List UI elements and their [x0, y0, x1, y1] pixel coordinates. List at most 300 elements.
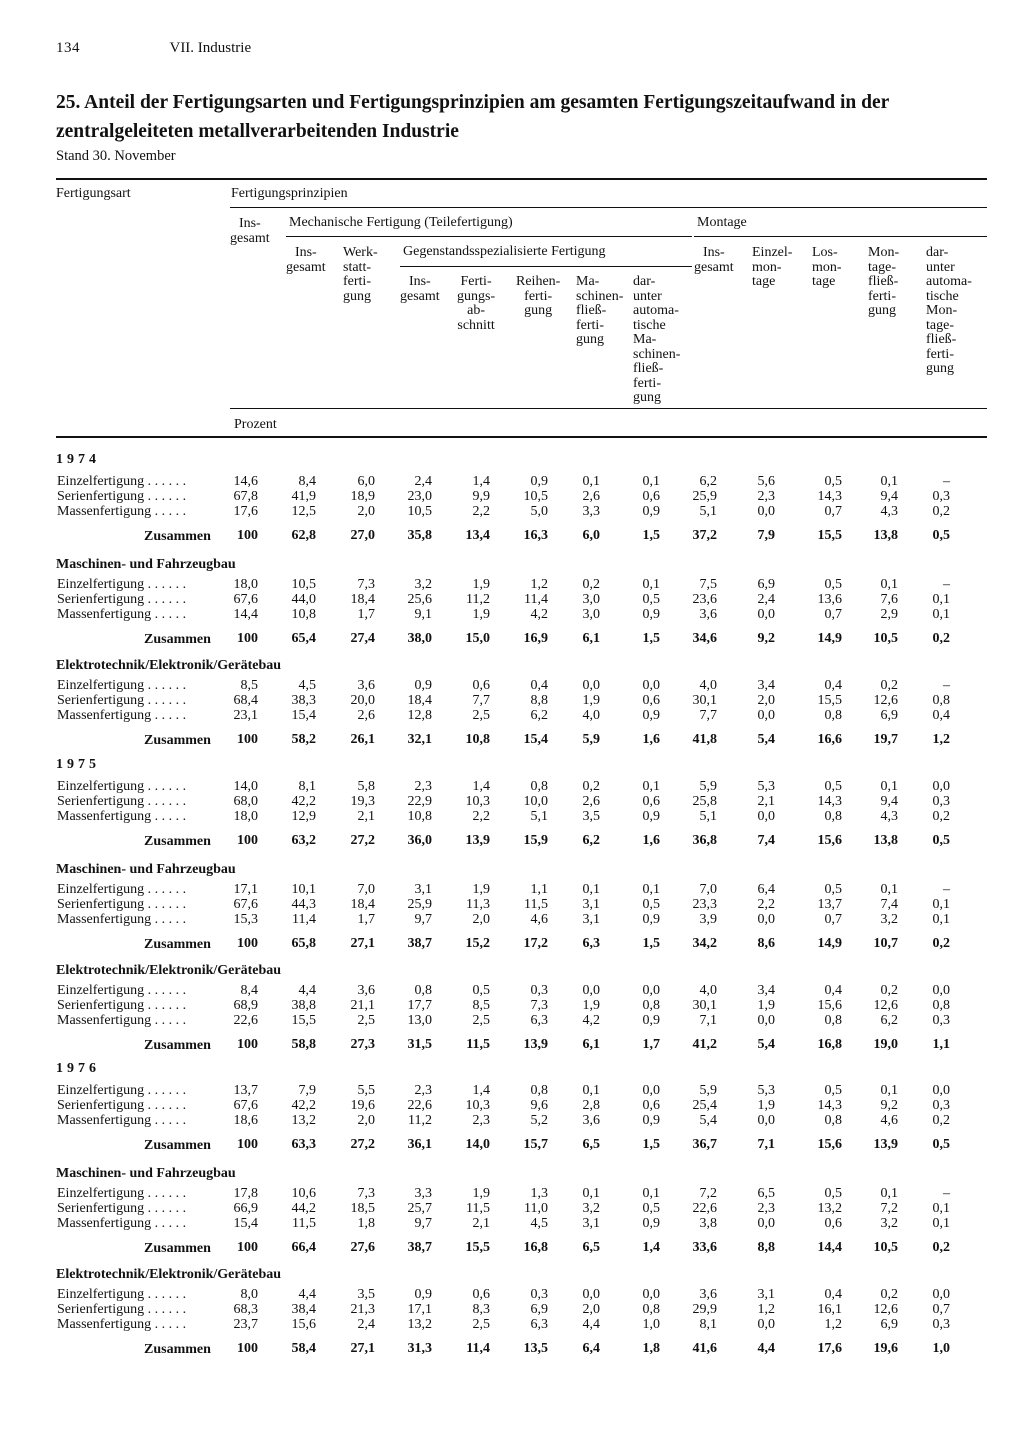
- cell-insgesamt: 68,0: [233, 794, 258, 809]
- cell-reihen: 6,2: [530, 708, 548, 723]
- cell-insgesamt: 67,6: [233, 897, 258, 912]
- cell-darunter-montage: 0,1: [932, 592, 950, 607]
- total-abschnitt: 10,8: [465, 732, 490, 747]
- total-montagefliess: 10,5: [873, 631, 898, 646]
- cell-reihen: 0,9: [530, 474, 548, 489]
- cell-einzelmontage: 0,0: [757, 912, 775, 927]
- header-darunter-montage: dar- unter automa- tische Mon- tage- fließ- ferti- gung: [926, 245, 972, 376]
- total-maschinen: 6,0: [582, 528, 600, 543]
- cell-losmontage: 14,3: [817, 794, 842, 809]
- total-reihen: 16,8: [523, 1240, 548, 1255]
- total-insgesamt: 100: [237, 631, 258, 646]
- cell-insgesamt: 68,3: [233, 1302, 258, 1317]
- cell-darunter-auto: 0,0: [642, 1083, 660, 1098]
- cell-einzelmontage: 6,4: [757, 882, 775, 897]
- cell-abschnitt: 11,3: [466, 897, 490, 912]
- top-rule: [56, 178, 987, 180]
- year-heading: 1975: [56, 757, 100, 772]
- cell-losmontage: 0,5: [824, 1186, 842, 1201]
- rule-montage: [694, 236, 987, 237]
- cell-darunter-auto: 0,1: [642, 779, 660, 794]
- cell-darunter-auto: 0,0: [642, 983, 660, 998]
- cell-einzelmontage: 0,0: [757, 1013, 775, 1028]
- header-geg-insgesamt: Ins- gesamt: [400, 274, 440, 304]
- total-darunter-montage: 0,2: [932, 1240, 950, 1255]
- total-mont-insgesamt: 34,2: [692, 936, 717, 951]
- total-losmontage: 15,5: [817, 528, 842, 543]
- total-abschnitt: 13,4: [465, 528, 490, 543]
- cell-mech-insgesamt: 15,6: [291, 1317, 316, 1332]
- total-insgesamt: 100: [237, 1137, 258, 1152]
- cell-insgesamt: 14,6: [233, 474, 258, 489]
- total-montagefliess: 10,7: [873, 936, 898, 951]
- cell-maschinen: 3,1: [582, 912, 600, 927]
- cell-mech-insgesamt: 7,9: [298, 1083, 316, 1098]
- cell-losmontage: 0,8: [824, 708, 842, 723]
- total-darunter-auto: 1,6: [642, 732, 660, 747]
- row-label: Massenfertigung . . . . .: [57, 504, 187, 519]
- total-maschinen: 6,1: [582, 1037, 600, 1052]
- total-darunter-montage: 1,1: [932, 1037, 950, 1052]
- total-losmontage: 16,6: [817, 732, 842, 747]
- cell-darunter-montage: 0,0: [932, 1083, 950, 1098]
- total-darunter-montage: 0,5: [932, 528, 950, 543]
- cell-maschinen: 3,2: [582, 1201, 600, 1216]
- cell-mont-insgesamt: 29,9: [692, 1302, 717, 1317]
- rule-gegenstand: [400, 266, 692, 267]
- total-einzelmontage: 7,9: [757, 528, 775, 543]
- group-heading: Elektrotechnik/Elektronik/Gerätebau: [56, 658, 282, 673]
- cell-einzelmontage: 5,3: [757, 1083, 775, 1098]
- cell-geg-insgesamt: 10,8: [407, 809, 432, 824]
- cell-losmontage: 15,5: [817, 693, 842, 708]
- cell-werkstatt: 2,0: [357, 504, 375, 519]
- total-einzelmontage: 5,4: [757, 732, 775, 747]
- cell-maschinen: 0,0: [582, 678, 600, 693]
- cell-reihen: 5,1: [530, 809, 548, 824]
- cell-montagefliess: 0,1: [880, 1186, 898, 1201]
- running-head: [56, 40, 251, 57]
- total-mech-insgesamt: 65,4: [291, 631, 316, 646]
- cell-losmontage: 0,8: [824, 1113, 842, 1128]
- cell-darunter-montage: –: [943, 678, 950, 693]
- cell-darunter-montage: 0,7: [932, 1302, 950, 1317]
- cell-maschinen: 1,9: [582, 998, 600, 1013]
- cell-montagefliess: 4,3: [880, 504, 898, 519]
- cell-losmontage: 13,7: [817, 897, 842, 912]
- cell-mont-insgesamt: 4,0: [699, 678, 717, 693]
- cell-losmontage: 14,3: [817, 489, 842, 504]
- total-geg-insgesamt: 38,0: [407, 631, 432, 646]
- total-einzelmontage: 7,4: [757, 833, 775, 848]
- cell-abschnitt: 1,9: [472, 882, 490, 897]
- total-montagefliess: 13,8: [873, 833, 898, 848]
- cell-darunter-auto: 0,9: [642, 1216, 660, 1231]
- cell-geg-insgesamt: 25,6: [407, 592, 432, 607]
- cell-darunter-auto: 0,9: [642, 504, 660, 519]
- total-label: Zusammen: [144, 1138, 211, 1153]
- total-insgesamt: 100: [237, 1037, 258, 1052]
- cell-werkstatt: 2,4: [357, 1317, 375, 1332]
- cell-mont-insgesamt: 6,2: [699, 474, 717, 489]
- header-fertigungsprinzipien: Fertigungsprinzipien: [231, 186, 348, 201]
- rule-header-bottom: [230, 408, 987, 409]
- total-darunter-montage: 1,2: [932, 732, 950, 747]
- cell-reihen: 10,5: [523, 489, 548, 504]
- cell-darunter-montage: 0,3: [932, 1098, 950, 1113]
- cell-werkstatt: 2,1: [357, 809, 375, 824]
- cell-einzelmontage: 5,6: [757, 474, 775, 489]
- cell-einzelmontage: 3,4: [757, 983, 775, 998]
- cell-montagefliess: 6,9: [880, 708, 898, 723]
- cell-einzelmontage: 0,0: [757, 1216, 775, 1231]
- cell-mech-insgesamt: 15,4: [291, 708, 316, 723]
- cell-losmontage: 0,5: [824, 577, 842, 592]
- total-montagefliess: 19,7: [873, 732, 898, 747]
- cell-insgesamt: 67,8: [233, 489, 258, 504]
- row-label: Serienfertigung . . . . . .: [57, 693, 187, 708]
- cell-maschinen: 0,1: [582, 474, 600, 489]
- cell-montagefliess: 12,6: [873, 693, 898, 708]
- cell-geg-insgesamt: 3,3: [414, 1186, 432, 1201]
- cell-einzelmontage: 2,3: [757, 489, 775, 504]
- total-einzelmontage: 9,2: [757, 631, 775, 646]
- cell-insgesamt: 8,5: [240, 678, 258, 693]
- total-werkstatt: 27,4: [350, 631, 375, 646]
- row-label: Serienfertigung . . . . . .: [57, 489, 187, 504]
- cell-geg-insgesamt: 11,2: [408, 1113, 432, 1128]
- cell-abschnitt: 9,9: [472, 489, 490, 504]
- row-label: Serienfertigung . . . . . .: [57, 1098, 187, 1113]
- cell-insgesamt: 17,8: [233, 1186, 258, 1201]
- total-einzelmontage: 7,1: [757, 1137, 775, 1152]
- total-mont-insgesamt: 36,8: [692, 833, 717, 848]
- cell-mech-insgesamt: 12,9: [291, 809, 316, 824]
- cell-darunter-auto: 0,5: [642, 592, 660, 607]
- total-losmontage: 15,6: [817, 1137, 842, 1152]
- total-einzelmontage: 5,4: [757, 1037, 775, 1052]
- cell-abschnitt: 8,3: [472, 1302, 490, 1317]
- cell-einzelmontage: 2,2: [757, 897, 775, 912]
- cell-geg-insgesamt: 13,0: [407, 1013, 432, 1028]
- cell-insgesamt: 23,7: [233, 1317, 258, 1332]
- cell-abschnitt: 2,2: [472, 809, 490, 824]
- cell-mont-insgesamt: 5,9: [699, 1083, 717, 1098]
- cell-darunter-auto: 1,0: [642, 1317, 660, 1332]
- cell-abschnitt: 2,5: [472, 708, 490, 723]
- cell-reihen: 0,8: [530, 779, 548, 794]
- cell-darunter-auto: 0,8: [642, 1302, 660, 1317]
- total-maschinen: 6,4: [582, 1341, 600, 1356]
- cell-insgesamt: 67,6: [233, 1098, 258, 1113]
- total-geg-insgesamt: 35,8: [407, 528, 432, 543]
- cell-maschinen: 4,2: [582, 1013, 600, 1028]
- total-insgesamt: 100: [237, 528, 258, 543]
- total-abschnitt: 15,2: [465, 936, 490, 951]
- cell-montagefliess: 2,9: [880, 607, 898, 622]
- total-geg-insgesamt: 38,7: [407, 936, 432, 951]
- cell-mont-insgesamt: 7,1: [699, 1013, 717, 1028]
- cell-reihen: 10,0: [523, 794, 548, 809]
- cell-mech-insgesamt: 44,0: [291, 592, 316, 607]
- rule-prinzipien: [230, 207, 987, 208]
- total-darunter-auto: 1,4: [642, 1240, 660, 1255]
- cell-einzelmontage: 6,9: [757, 577, 775, 592]
- total-werkstatt: 27,0: [350, 528, 375, 543]
- cell-werkstatt: 1,7: [357, 607, 375, 622]
- total-label: Zusammen: [144, 1342, 211, 1357]
- cell-geg-insgesamt: 9,7: [414, 912, 432, 927]
- cell-losmontage: 0,8: [824, 1013, 842, 1028]
- cell-abschnitt: 10,3: [465, 1098, 490, 1113]
- cell-mont-insgesamt: 30,1: [692, 693, 717, 708]
- cell-insgesamt: 22,6: [233, 1013, 258, 1028]
- total-mech-insgesamt: 65,8: [291, 936, 316, 951]
- row-label: Serienfertigung . . . . . .: [57, 592, 187, 607]
- cell-abschnitt: 7,7: [472, 693, 490, 708]
- total-maschinen: 6,5: [582, 1240, 600, 1255]
- header-montage: Montage: [697, 215, 747, 230]
- total-insgesamt: 100: [237, 1341, 258, 1356]
- total-darunter-auto: 1,7: [642, 1037, 660, 1052]
- cell-werkstatt: 3,6: [357, 678, 375, 693]
- cell-abschnitt: 11,5: [466, 1201, 490, 1216]
- cell-montagefliess: 0,1: [880, 779, 898, 794]
- total-darunter-montage: 1,0: [932, 1341, 950, 1356]
- cell-losmontage: 0,5: [824, 779, 842, 794]
- cell-montagefliess: 0,1: [880, 1083, 898, 1098]
- header-montagefliess: Mon- tage- fließ- ferti- gung: [868, 245, 900, 318]
- cell-einzelmontage: 3,4: [757, 678, 775, 693]
- cell-insgesamt: 66,9: [233, 1201, 258, 1216]
- cell-geg-insgesamt: 12,8: [407, 708, 432, 723]
- cell-darunter-montage: 0,1: [932, 1201, 950, 1216]
- cell-einzelmontage: 2,4: [757, 592, 775, 607]
- cell-abschnitt: 0,6: [472, 1287, 490, 1302]
- cell-maschinen: 2,6: [582, 489, 600, 504]
- total-abschnitt: 15,0: [465, 631, 490, 646]
- cell-mont-insgesamt: 3,9: [699, 912, 717, 927]
- cell-darunter-montage: –: [943, 474, 950, 489]
- cell-maschinen: 0,2: [582, 577, 600, 592]
- cell-abschnitt: 2,5: [472, 1317, 490, 1332]
- cell-geg-insgesamt: 3,2: [414, 577, 432, 592]
- page-number: 134: [56, 40, 80, 56]
- cell-mech-insgesamt: 44,2: [291, 1201, 316, 1216]
- total-geg-insgesamt: 32,1: [407, 732, 432, 747]
- row-label: Einzelfertigung . . . . . .: [57, 779, 187, 794]
- total-reihen: 16,9: [523, 631, 548, 646]
- cell-mont-insgesamt: 5,9: [699, 779, 717, 794]
- cell-mech-insgesamt: 4,5: [298, 678, 316, 693]
- cell-insgesamt: 18,6: [233, 1113, 258, 1128]
- cell-montagefliess: 4,6: [880, 1113, 898, 1128]
- cell-insgesamt: 67,6: [233, 592, 258, 607]
- cell-abschnitt: 1,4: [472, 1083, 490, 1098]
- cell-maschinen: 3,0: [582, 607, 600, 622]
- cell-losmontage: 0,4: [824, 983, 842, 998]
- cell-maschinen: 3,3: [582, 504, 600, 519]
- cell-montagefliess: 0,1: [880, 882, 898, 897]
- cell-einzelmontage: 0,0: [757, 607, 775, 622]
- header-maschinen: Ma- schinen- fließ- ferti- gung: [576, 274, 624, 347]
- cell-montagefliess: 7,2: [880, 1201, 898, 1216]
- cell-darunter-auto: 0,6: [642, 693, 660, 708]
- year-heading: 1974: [56, 452, 100, 467]
- cell-darunter-auto: 0,1: [642, 1186, 660, 1201]
- cell-mech-insgesamt: 12,5: [291, 504, 316, 519]
- cell-maschinen: 0,1: [582, 1186, 600, 1201]
- total-montagefliess: 19,0: [873, 1037, 898, 1052]
- cell-reihen: 9,6: [530, 1098, 548, 1113]
- cell-darunter-auto: 0,1: [642, 474, 660, 489]
- total-reihen: 13,5: [523, 1341, 548, 1356]
- cell-reihen: 0,8: [530, 1083, 548, 1098]
- cell-montagefliess: 12,6: [873, 998, 898, 1013]
- header-insgesamt: Ins- gesamt: [230, 216, 270, 246]
- row-label: Einzelfertigung . . . . . .: [57, 1083, 187, 1098]
- cell-insgesamt: 13,7: [233, 1083, 258, 1098]
- group-heading: Maschinen- und Fahrzeugbau: [56, 557, 236, 572]
- cell-losmontage: 0,8: [824, 809, 842, 824]
- cell-insgesamt: 18,0: [233, 577, 258, 592]
- cell-mech-insgesamt: 13,2: [291, 1113, 316, 1128]
- cell-darunter-montage: 0,3: [932, 794, 950, 809]
- cell-montagefliess: 7,6: [880, 592, 898, 607]
- cell-losmontage: 13,6: [817, 592, 842, 607]
- total-abschnitt: 14,0: [465, 1137, 490, 1152]
- cell-insgesamt: 15,3: [233, 912, 258, 927]
- cell-reihen: 1,1: [530, 882, 548, 897]
- total-insgesamt: 100: [237, 732, 258, 747]
- header-mech-insgesamt: Ins- gesamt: [286, 245, 326, 275]
- cell-darunter-auto: 0,9: [642, 1013, 660, 1028]
- total-abschnitt: 11,4: [466, 1341, 490, 1356]
- total-losmontage: 14,9: [817, 631, 842, 646]
- row-label: Einzelfertigung . . . . . .: [57, 678, 187, 693]
- cell-insgesamt: 68,9: [233, 998, 258, 1013]
- cell-maschinen: 0,1: [582, 882, 600, 897]
- cell-maschinen: 0,2: [582, 779, 600, 794]
- cell-werkstatt: 5,5: [357, 1083, 375, 1098]
- total-geg-insgesamt: 38,7: [407, 1240, 432, 1255]
- cell-geg-insgesamt: 23,0: [407, 489, 432, 504]
- cell-darunter-montage: 0,2: [932, 809, 950, 824]
- cell-darunter-montage: 0,1: [932, 897, 950, 912]
- cell-mech-insgesamt: 41,9: [291, 489, 316, 504]
- cell-darunter-auto: 0,6: [642, 1098, 660, 1113]
- cell-insgesamt: 15,4: [233, 1216, 258, 1231]
- cell-darunter-auto: 0,5: [642, 897, 660, 912]
- cell-einzelmontage: 0,0: [757, 1113, 775, 1128]
- cell-reihen: 11,5: [524, 897, 548, 912]
- total-darunter-montage: 0,2: [932, 631, 950, 646]
- cell-montagefliess: 3,2: [880, 1216, 898, 1231]
- cell-montagefliess: 0,2: [880, 1287, 898, 1302]
- cell-geg-insgesamt: 9,7: [414, 1216, 432, 1231]
- cell-mech-insgesamt: 11,4: [292, 912, 316, 927]
- cell-geg-insgesamt: 0,9: [414, 1287, 432, 1302]
- header-mont-insgesamt: Ins- gesamt: [694, 245, 734, 275]
- cell-werkstatt: 19,3: [350, 794, 375, 809]
- group-heading: Maschinen- und Fahrzeugbau: [56, 1166, 236, 1181]
- cell-mont-insgesamt: 30,1: [692, 998, 717, 1013]
- cell-abschnitt: 11,2: [466, 592, 490, 607]
- cell-abschnitt: 1,4: [472, 779, 490, 794]
- total-mech-insgesamt: 58,2: [291, 732, 316, 747]
- cell-geg-insgesamt: 3,1: [414, 882, 432, 897]
- cell-einzelmontage: 0,0: [757, 1317, 775, 1332]
- cell-mech-insgesamt: 10,5: [291, 577, 316, 592]
- cell-geg-insgesamt: 0,8: [414, 983, 432, 998]
- total-darunter-auto: 1,8: [642, 1341, 660, 1356]
- total-mech-insgesamt: 58,4: [291, 1341, 316, 1356]
- total-werkstatt: 27,2: [350, 833, 375, 848]
- cell-losmontage: 0,4: [824, 1287, 842, 1302]
- group-heading: Elektrotechnik/Elektronik/Gerätebau: [56, 1267, 282, 1282]
- cell-mont-insgesamt: 4,0: [699, 983, 717, 998]
- cell-reihen: 6,9: [530, 1302, 548, 1317]
- cell-werkstatt: 5,8: [357, 779, 375, 794]
- header-werkstatt: Werk- statt- ferti- gung: [343, 245, 378, 304]
- row-label: Einzelfertigung . . . . . .: [57, 1186, 187, 1201]
- cell-darunter-auto: 0,0: [642, 678, 660, 693]
- cell-losmontage: 1,2: [824, 1317, 842, 1332]
- row-label: Massenfertigung . . . . .: [57, 1013, 187, 1028]
- total-mech-insgesamt: 62,8: [291, 528, 316, 543]
- cell-abschnitt: 0,6: [472, 678, 490, 693]
- total-reihen: 15,4: [523, 732, 548, 747]
- cell-reihen: 6,3: [530, 1317, 548, 1332]
- cell-mont-insgesamt: 3,6: [699, 1287, 717, 1302]
- cell-darunter-auto: 0,9: [642, 1113, 660, 1128]
- cell-reihen: 4,2: [530, 607, 548, 622]
- cell-mech-insgesamt: 10,1: [291, 882, 316, 897]
- row-label: Serienfertigung . . . . . .: [57, 794, 187, 809]
- cell-darunter-montage: 0,0: [932, 779, 950, 794]
- header-unit: Prozent: [234, 417, 277, 432]
- cell-darunter-auto: 0,9: [642, 809, 660, 824]
- total-darunter-auto: 1,6: [642, 833, 660, 848]
- cell-darunter-auto: 0,9: [642, 912, 660, 927]
- cell-maschinen: 0,1: [582, 1083, 600, 1098]
- total-maschinen: 6,3: [582, 936, 600, 951]
- total-mech-insgesamt: 58,8: [291, 1037, 316, 1052]
- total-einzelmontage: 4,4: [757, 1341, 775, 1356]
- cell-montagefliess: 0,1: [880, 474, 898, 489]
- cell-werkstatt: 18,9: [350, 489, 375, 504]
- total-insgesamt: 100: [237, 936, 258, 951]
- cell-losmontage: 0,5: [824, 882, 842, 897]
- cell-darunter-montage: 0,8: [932, 693, 950, 708]
- cell-maschinen: 3,1: [582, 897, 600, 912]
- total-maschinen: 6,1: [582, 631, 600, 646]
- cell-mech-insgesamt: 38,4: [291, 1302, 316, 1317]
- cell-reihen: 4,6: [530, 912, 548, 927]
- cell-reihen: 5,0: [530, 504, 548, 519]
- cell-geg-insgesamt: 17,1: [407, 1302, 432, 1317]
- cell-werkstatt: 20,0: [350, 693, 375, 708]
- total-einzelmontage: 8,6: [757, 936, 775, 951]
- cell-einzelmontage: 2,3: [757, 1201, 775, 1216]
- cell-insgesamt: 68,4: [233, 693, 258, 708]
- cell-werkstatt: 19,6: [350, 1098, 375, 1113]
- cell-werkstatt: 7,0: [357, 882, 375, 897]
- cell-losmontage: 0,4: [824, 678, 842, 693]
- total-werkstatt: 27,1: [350, 1341, 375, 1356]
- cell-darunter-montage: 0,1: [932, 912, 950, 927]
- cell-mont-insgesamt: 23,3: [692, 897, 717, 912]
